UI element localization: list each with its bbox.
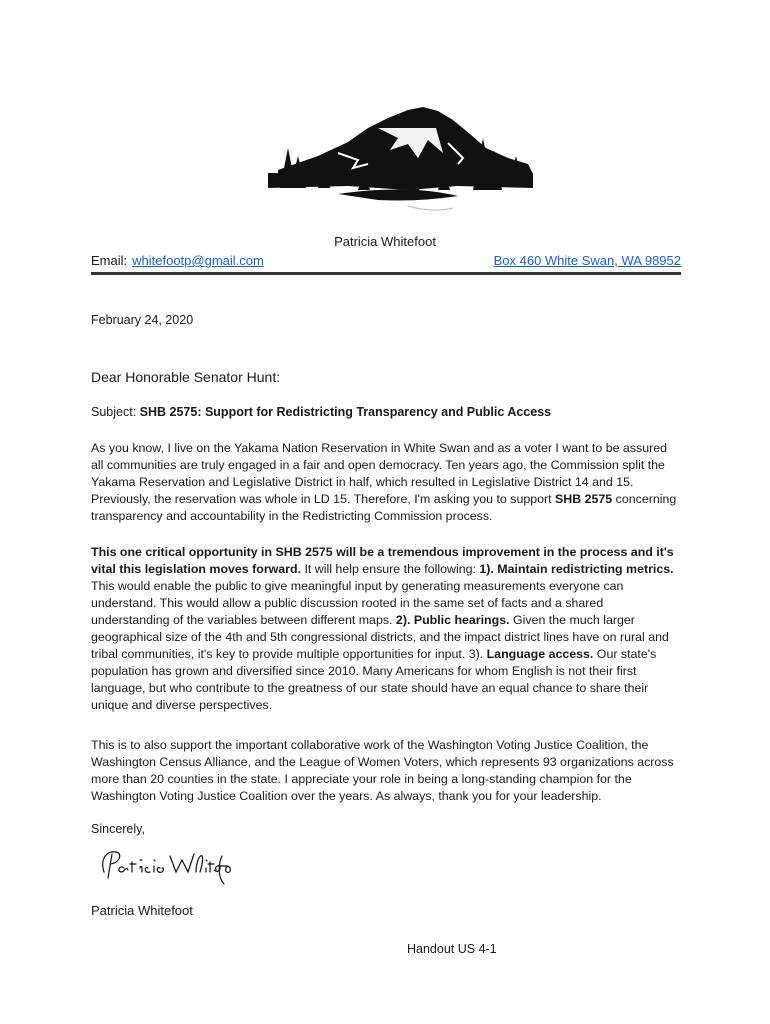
paragraph-3: This is to also support the important collaborative work of the Washington Voting Justice Coalition, the Washington Census Alliance, and the League of Women Voters, which represents 93 organizations across more than 20 counties in the state. I appreciate your role in being a long-standing champion for the Washington Voting Justice Coalition over the years. As always, thank you for your leadership. [91, 738, 674, 803]
author-name-header: Patricia Whitefoot [334, 234, 436, 249]
paragraph-1-text: As you know, I live on the Yakama Nation Reservation in White Swan and as a voter I want to be assured all communities are truly engaged in a fair and open democracy. Ten years ago, the Commission split the Yakama Reservation and Legislative District in half, which resulted in Legislative District 14 and 15. Previously, the reservation was whole in LD 15. Therefore, I'm asking you to support [91, 441, 668, 506]
salutation: Dear Honorable Senator Hunt: [91, 369, 281, 385]
paragraph-2-d: Given the much larger geographical size of the 4th and 5th congressional districts, and the impact district lines have on rural and tribal communities, it's key to provide multiple opportunities for input. 3). [91, 613, 669, 661]
subject-line [91, 405, 551, 419]
header-divider [91, 272, 681, 275]
handwritten-signature [96, 842, 236, 886]
handout-label: Handout US 4-1 [407, 942, 497, 956]
closing: Sincerely, [91, 822, 145, 836]
address-text: Box 460 White Swan, WA 98952 [493, 253, 681, 268]
point-2-heading: 2). Public hearings. [395, 613, 510, 627]
paragraph-2-a: It will help ensure the following: [301, 562, 480, 576]
bill-number: SHB 2575 [555, 492, 613, 506]
signer-name: Patricia Whitefoot [91, 903, 193, 918]
paragraph-1-end: concerning transparency and accountability in the Redistricting Commission process. [91, 492, 677, 523]
mountain-landscape-icon [258, 98, 540, 228]
email-group [91, 253, 264, 268]
contact-line [91, 253, 681, 268]
email-label: Email: [91, 253, 128, 268]
paragraph-2 [91, 544, 681, 714]
paragraph-1 [91, 440, 681, 525]
subject-label: Subject: [91, 405, 137, 419]
point-1-heading: 1). Maintain redistricting metrics. [479, 562, 674, 576]
letter-date: February 24, 2020 [91, 313, 194, 327]
email-link[interactable]: whitefootp@gmail.com [132, 253, 264, 268]
paragraph-2-e: Our state's population has grown and diversified since 2010. Many Americans for whom English is not their first language, but who contribute to the greatness of our state should have an equal chance to share their unique and diverse perspectives. [91, 647, 657, 712]
point-3-heading: Language access. [486, 647, 594, 661]
paragraph-2-c: This would enable the public to give meaningful input by generating measurements everyone can understand. This would allow a public discussion rooted in the same set of facts and a shared understanding of the variables between different maps. [91, 579, 624, 627]
paragraph-2-lead: This one critical opportunity in SHB 2575 will be a tremendous improvement in the process and it's vital this legislation moves forward. [91, 545, 674, 576]
subject-text: SHB 2575: Support for Redistricting Transparency and Public Access [139, 405, 552, 419]
